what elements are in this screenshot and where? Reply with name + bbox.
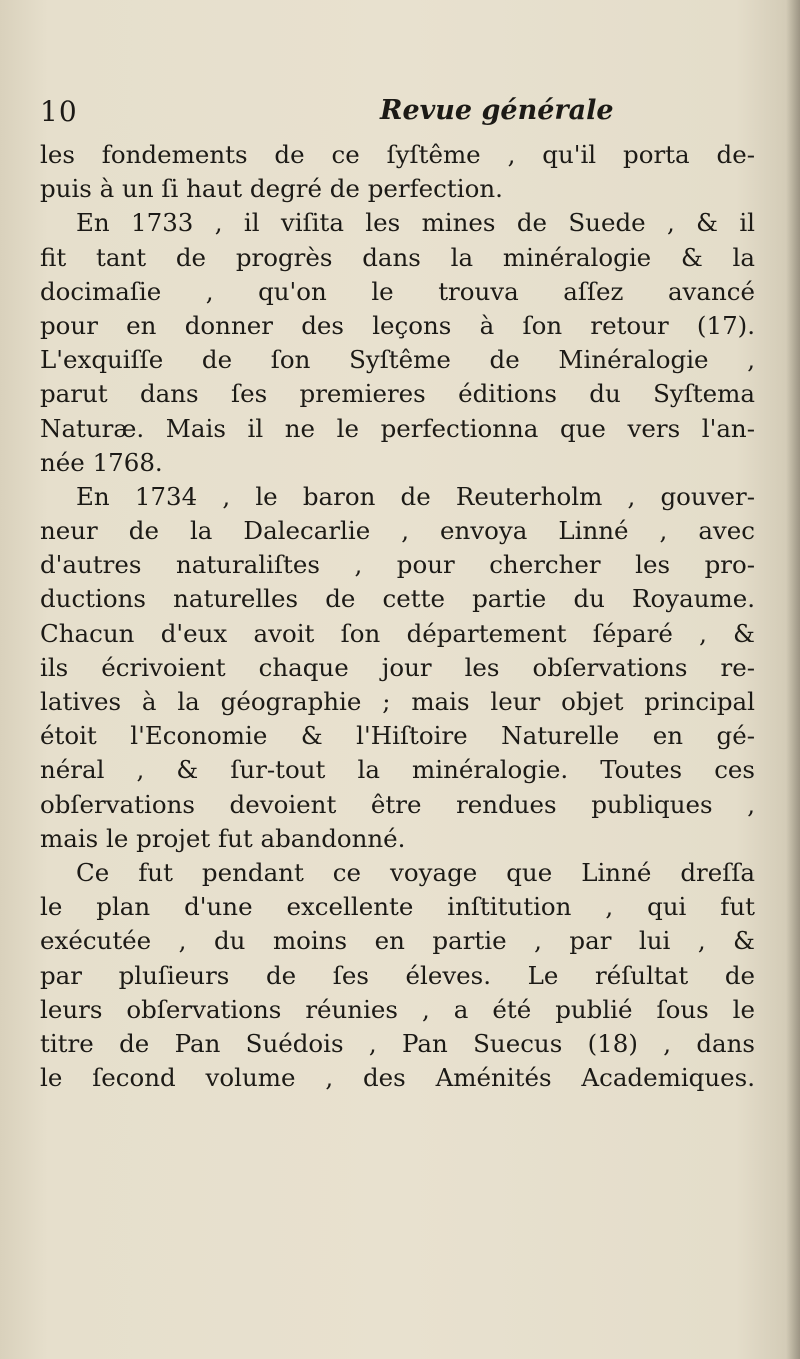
text-line: les fondements de ce ſyſtême , qu'il porta de- [40,140,755,169]
text-line: Naturæ. Mais il ne le perfectionna que vers l'an- [40,413,755,443]
text-line: docimaſie , qu'on le trouva aſſez avancé [40,276,755,306]
text-line: neur de la Dalecarlie , envoya Linné , avec [40,516,755,546]
text-line: titre de Pan Suédois , Pan Suecus (18) , dans [40,1028,755,1058]
text-line: ductions naturelles de cette partie du Royaume. [40,584,755,614]
page-header [40,95,760,135]
text-line: pour en donner des leçons à ſon retour (17). [40,310,755,340]
text-line: latives à la géographie ; mais leur objet principal [40,687,755,716]
text-line: Chacun d'eux avoit ſon département ſéparé , & [40,618,755,648]
text-line: le plan d'une excellente inſtitution , qui fut [40,892,755,922]
text-line: leurs obſervations réunies , a été publié ſous le [40,994,755,1024]
text-line: par pluſieurs de ſes éleves. Le réſultat de [40,960,755,990]
page-edge-shadow [786,0,800,1359]
text-line: parut dans ſes premieres éditions du Syſtema [40,379,755,409]
body-text [40,138,755,1095]
text-line: mais le projet fut abandonné. [40,823,406,853]
text-line: En 1733 , il viſita les mines de Suede , & il [76,208,755,238]
page-number: 10 [40,95,78,128]
text-line: ils écrivoient chaque jour les obſervations re- [40,652,755,682]
text-line: néral , & ſur-tout la minéralogie. Toutes ces [40,755,755,785]
text-line: fit tant de progrès dans la minéralogie & la [40,242,755,272]
text-line: exécutée , du moins en partie , par lui , & [40,926,755,956]
text-line: En 1734 , le baron de Reuterholm , gouver- [76,481,755,511]
text-line: le ſecond volume , des Aménités Academiques. [40,1063,755,1093]
text-line: étoit l'Economie & l'Hiſtoire Naturelle en gé- [40,721,755,751]
text-line: puis à un ſi haut degré de perfection. [40,174,503,204]
running-title: Revue générale [380,95,614,126]
text-line: née 1768. [40,447,163,477]
text-line: Ce fut pendant ce voyage que Linné dreſſa [76,857,755,887]
text-line: d'autres naturaliſtes , pour chercher les pro- [40,550,755,580]
text-line: L'exquiſſe de ſon Syſtême de Minéralogie , [40,345,755,375]
text-line: obſervations devoient être rendues publiques , [40,789,755,819]
